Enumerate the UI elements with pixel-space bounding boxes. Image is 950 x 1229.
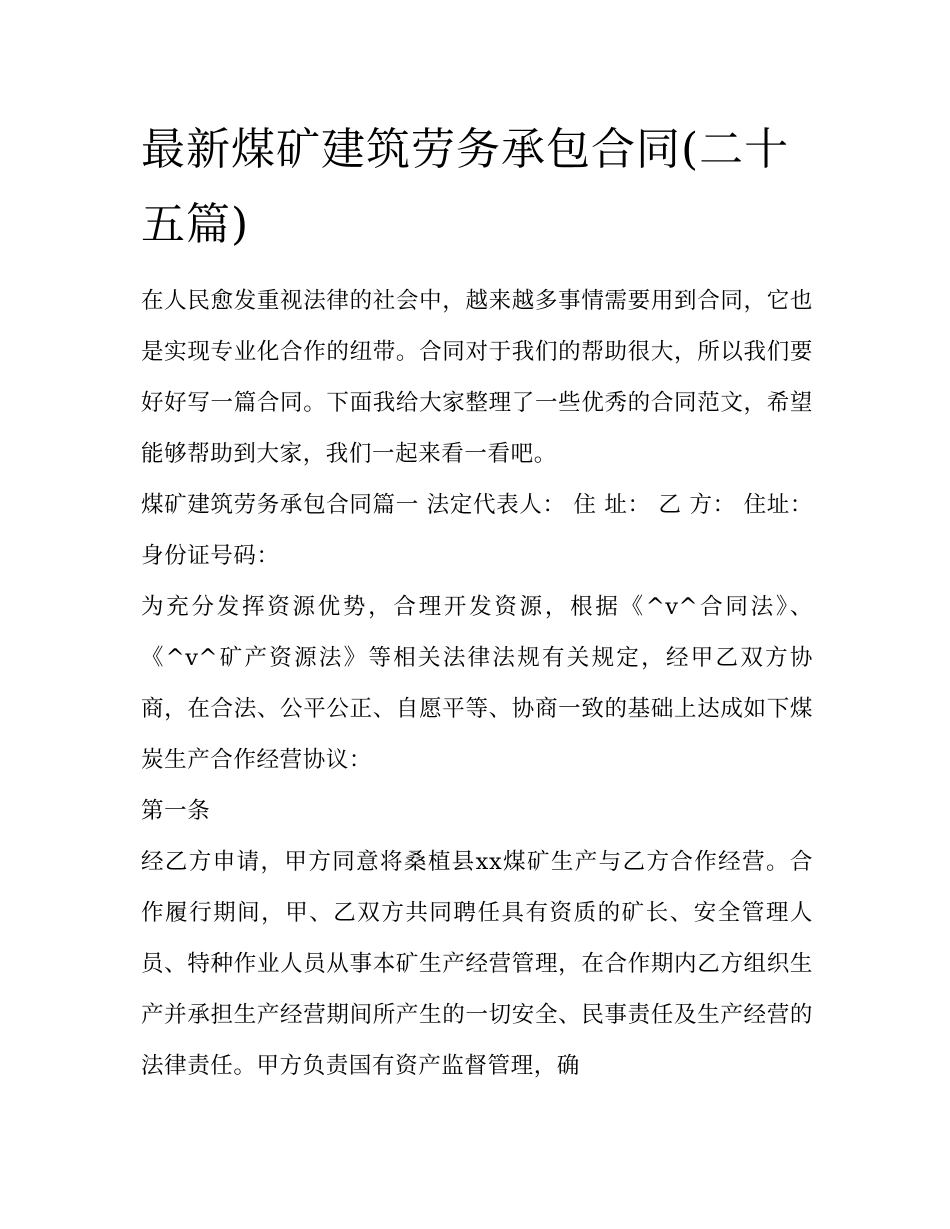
article-heading: 第一条	[141, 798, 211, 824]
document-title: 最新煤矿建筑劳务承包合同(二十五篇)	[141, 124, 790, 250]
intro-paragraph: 在人民愈发重视法律的社会中，越来越多事情需要用到合同，它也是实现专业化合作的纽带。合同对于我们的帮助很大，所以我们要好好写一篇合同。下面我给大家整理了一些优秀的合同范文，希望能够帮助到大家，我们一起来看一看吧。	[141, 288, 813, 467]
parties-paragraph: 煤矿建筑劳务承包合同篇一 法定代表人： 住 址： 乙 方： 住址： 身份证号码：	[141, 492, 813, 569]
document-body	[141, 112, 813, 1092]
article-one-paragraph: 经乙方申请，甲方同意将桑植县xx煤矿生产与乙方合作经营。合作履行期间，甲、乙双方共同聘任具有资质的矿长、安全管理人员、特种作业人员从事本矿生产经营管理，在合作期内乙方组织生产并承担生产经营期间所产生的一切安全、民事责任及生产经营的法律责任。甲方负责国有资产监督管理，确	[141, 849, 813, 1079]
preamble-paragraph: 为充分发挥资源优势，合理开发资源，根据《^v^合同法》、《^v^矿产资源法》等相关法律法规有关规定，经甲乙双方协商，在合法、公平公正、自愿平等、协商一致的基础上达成如下煤炭生产合作经营协议：	[141, 594, 813, 773]
